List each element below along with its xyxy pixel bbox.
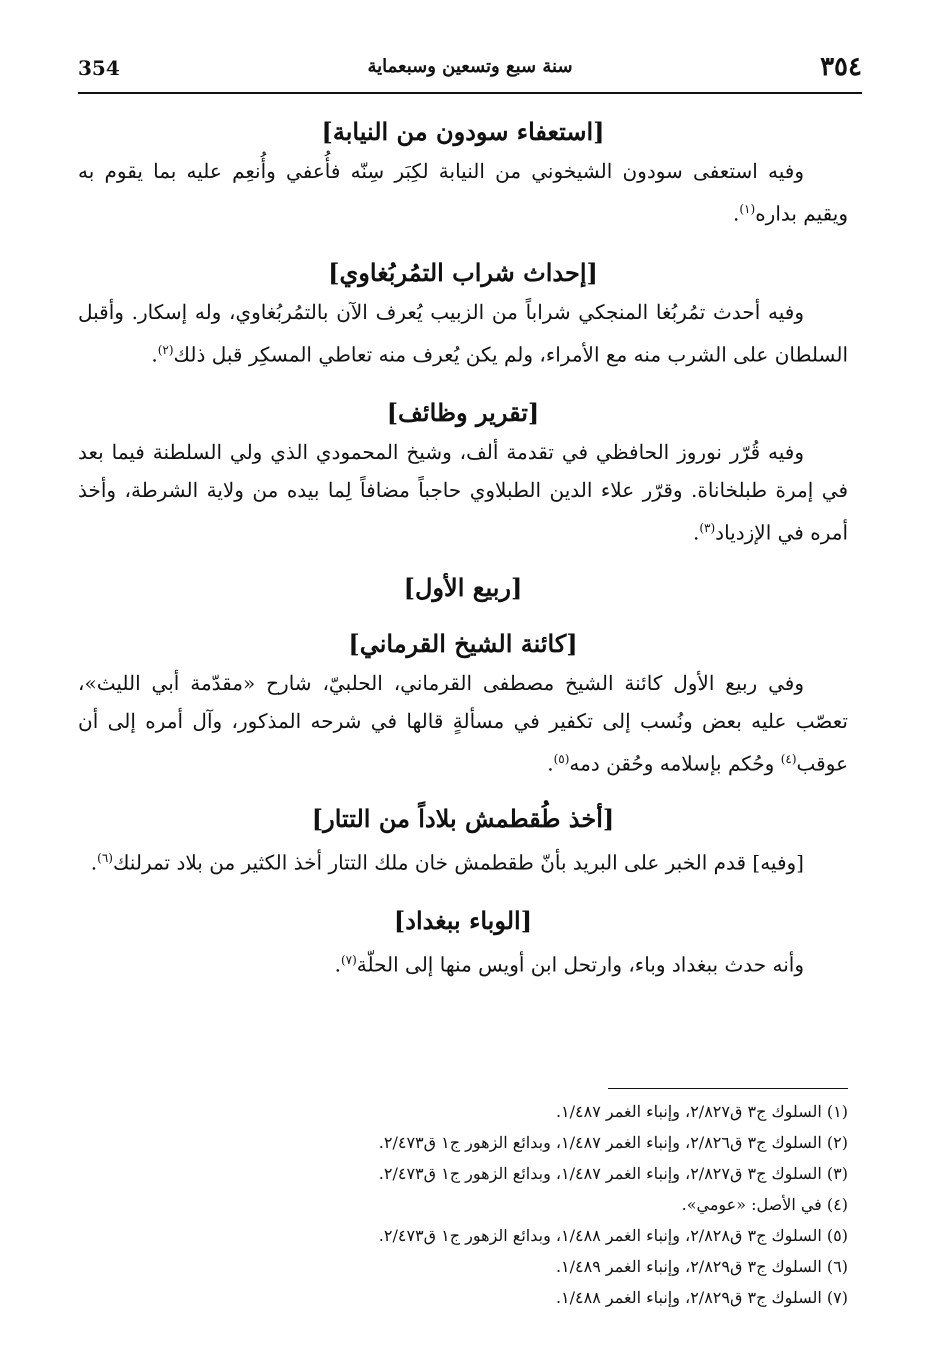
footnote-ref: (٤) bbox=[780, 751, 797, 766]
section-paragraph: وأنه حدث ببغداد وباء، وارتحل ابن أويس منها إلى الحلّة$^{(٧)}$. bbox=[334, 952, 804, 977]
month-heading: [ربيع الأول] bbox=[403, 572, 523, 602]
section-paragraph: وفيه قُرّر نوروز الحافظي في تقدمة ألف، وشيخ المحمودي الذي ولي السلطنة فيما بعد في إمرة طبلخاناة. وقرّر علاء الدين الطبلاوي حاجباً مضافاً لِما بيده من ولاية الشرطة، وأخذ أمره في الإزدياد$^{(٣)}$. bbox=[78, 440, 848, 545]
footnote-ref: (٧) bbox=[340, 953, 357, 968]
section-heading: [كائنة الشيخ القرماني] bbox=[348, 628, 578, 658]
footnote-ref: (٥) bbox=[553, 751, 570, 766]
footnote-separator bbox=[608, 1088, 848, 1089]
footnote: (٣) السلوك ج٣ ق٢/٨٢٧، وإنباء الغمر ١/٤٨٧، وبدائع الزهور ج١ ق٢/٤٧٣. bbox=[378, 1164, 848, 1183]
footnote: (١) السلوك ج٣ ق٢/٨٢٧، وإنباء الغمر ١/٤٨٧. bbox=[555, 1102, 848, 1121]
footnote: (٦) السلوك ج٣ ق٢/٨٢٩، وإنباء الغمر ١/٤٨٩. bbox=[555, 1257, 848, 1276]
main-text bbox=[78, 112, 848, 984]
section-heading: [استعفاء سودون من النيابة] bbox=[321, 117, 605, 146]
footnote: (٤) في الأصل: «عومي». bbox=[681, 1195, 848, 1214]
footnote: (٥) السلوك ج٣ ق٢/٨٢٨، وإنباء الغمر ١/٤٨٨، وبدائع الزهور ج١ ق٢/٤٧٣. bbox=[378, 1226, 848, 1245]
section-paragraph: [وفيه] قدم الخبر على البريد بأنّ طقطمش خان ملك التتار أخذ الكثير من بلاد تمرلنك$^{(٦)}$. bbox=[90, 850, 804, 875]
section-heading: [الوباء ببغداد] bbox=[393, 906, 533, 936]
section-paragraph: وفي ربيع الأول كائنة الشيخ مصطفى القرماني، الحلبيّ، شارح «مقدّمة أبي الليث»، تعصّب عليه بعض ونُسب إلى تكفير في مسألةٍ قالها في شرحه المذكور، وآل أمره إلى أن عوقب$^{(٤)}$ وحُكم بإسلامه وحُقن دمه$^{(٥)}$. bbox=[78, 670, 848, 776]
footnote-ref: (١) bbox=[739, 202, 756, 216]
section-paragraph: وفيه استعفى سودون الشيخوني من النيابة لكِبَر سِنّه فأُعفي وأُنعِم عليه بما يقوم به ويقيم بداره$^{(١)}$. bbox=[78, 159, 848, 226]
section-heading: [أخذ طُقطمش بلاداً من التتار] bbox=[311, 803, 615, 833]
footnote: (٢) السلوك ج٣ ق٢/٨٢٦، وإنباء الغمر ١/٤٨٧، وبدائع الزهور ج١ ق٢/٤٧٣. bbox=[378, 1133, 848, 1152]
running-title: سنة سبع وتسعين وسبعماية bbox=[367, 56, 573, 77]
footnote-ref: (٣) bbox=[699, 521, 716, 536]
footnote-ref: (٢) bbox=[157, 342, 174, 357]
header-rule bbox=[78, 92, 862, 94]
page-header bbox=[78, 52, 862, 92]
section-paragraph: وفيه أحدث تمُربُغا المنجكي شراباً من الزبيب يُعرف الآن بالتمُربُغاوي، وله إسكار. وأقبل السلطان على الشرب منه مع الأمراء، ولم يكن يُعرف منه تعاطي المسكِر قبل ذلك$^{(٢)}$. bbox=[78, 299, 848, 367]
section-heading: [تقرير وظائف] bbox=[386, 398, 540, 428]
page-number-arabic: ٣٥٤ bbox=[820, 52, 862, 82]
section-heading: [إحداث شراب التمُربُغاوي] bbox=[328, 257, 598, 287]
footnotes bbox=[78, 1096, 848, 1313]
footnote: (٧) السلوك ج٣ ق٢/٨٢٩، وإنباء الغمر ١/٤٨٨. bbox=[555, 1288, 848, 1307]
footnote-ref: (٦) bbox=[97, 850, 113, 865]
page-number-latin: 354 bbox=[78, 56, 120, 80]
